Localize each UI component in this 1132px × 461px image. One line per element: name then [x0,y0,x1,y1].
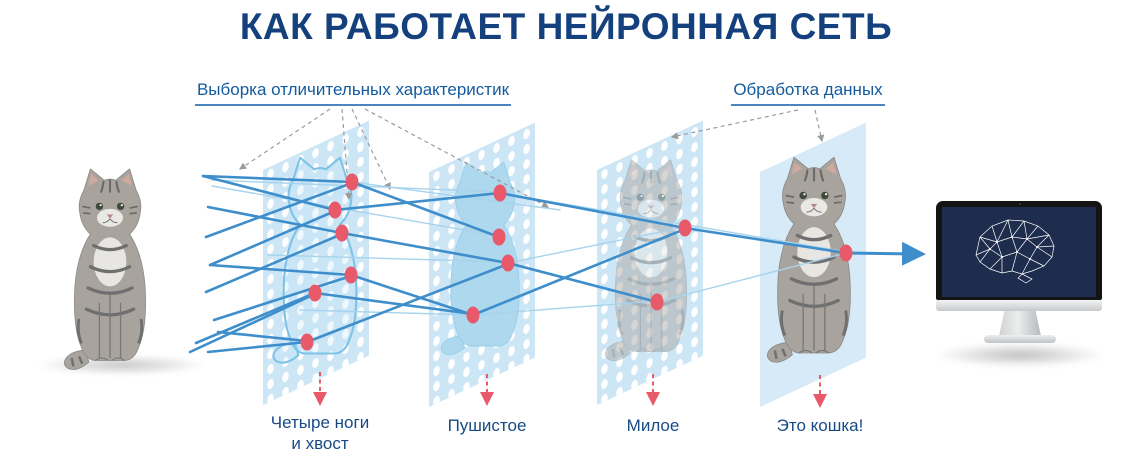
brain-wireframe-icon [942,207,1096,297]
input-cat-photo [58,164,162,376]
caption-arrows [320,372,820,405]
caption-line: и хвост [291,434,349,453]
caption-line: Четыре ноги [270,413,370,432]
caption-layer-2: Пушистое [447,416,527,435]
monitor [936,201,1102,300]
monitor-stand [999,311,1041,336]
monitor-chin [936,300,1102,311]
monitor-camera [1019,203,1021,205]
cat-outline-icon [270,150,370,372]
monitor-screen [942,207,1096,297]
label-data-processing: Обработка данных [731,80,885,106]
cat-silhouette-icon [438,152,532,366]
caption-layer-1 [240,412,400,454]
label-feature-selection: Выборка отличительных характеристик [195,80,511,106]
cat-faded-photo [602,150,700,372]
monitor-shadow [928,342,1112,368]
page-title: КАК РАБОТАЕТ НЕЙРОННАЯ СЕТЬ [239,6,893,47]
cat-recognized-photo [764,148,864,373]
caption-layer-3: Милое [626,416,680,435]
caption-layer-4: Это кошка! [776,416,864,435]
monitor-base [984,335,1056,343]
